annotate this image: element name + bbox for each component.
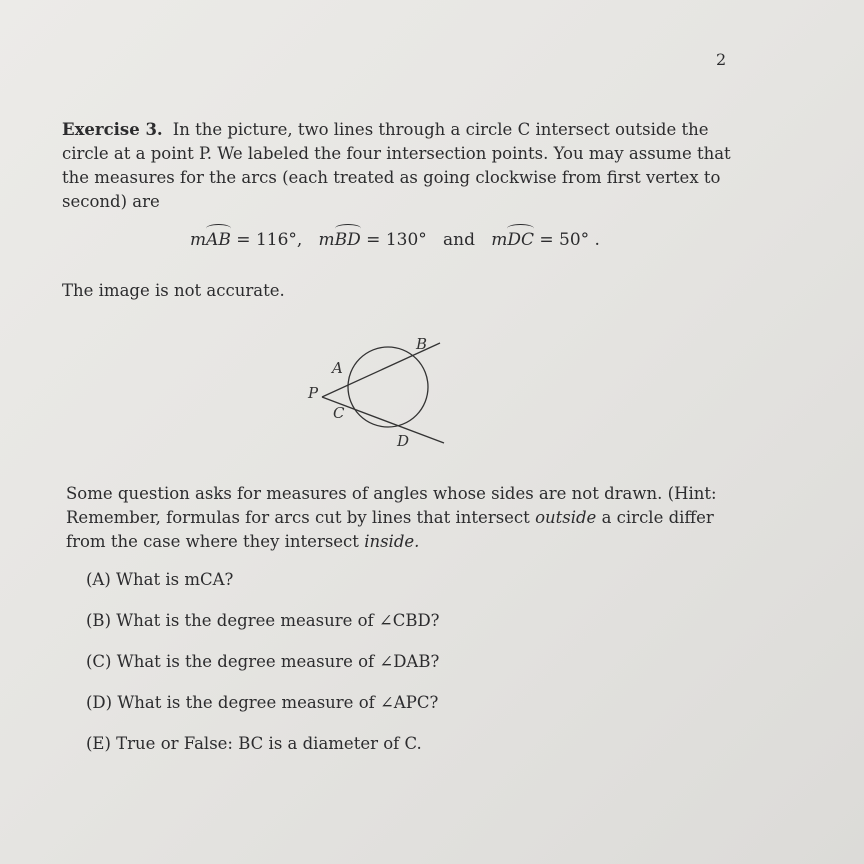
- circle-c: [348, 347, 428, 427]
- arc-ab-prefix: m: [190, 230, 207, 250]
- question-d: (D) What is the degree measure of ∠APC?: [86, 693, 439, 712]
- question-list: [86, 568, 440, 773]
- hint-text-part2: a circle differ from the case where they intersect: [66, 508, 714, 551]
- label-p: P: [308, 384, 319, 402]
- hint-paragraph: [66, 482, 746, 554]
- question-e: (E) True or False: BC is a diameter of C.: [86, 734, 422, 753]
- label-c: C: [333, 404, 345, 422]
- hint-inside: inside.: [364, 532, 420, 551]
- page-number: 2: [716, 50, 727, 69]
- arc-dc-value: = 50° .: [533, 230, 600, 250]
- hint-outside: outside: [535, 508, 597, 527]
- note-text: The image is not accurate.: [62, 281, 285, 300]
- arc-bd-name: BD: [334, 230, 361, 250]
- label-a: A: [332, 359, 343, 377]
- circle-secant-figure: [300, 325, 460, 455]
- arc-measures-formula: [190, 230, 600, 250]
- label-d: D: [397, 432, 410, 450]
- arc-ab-name: AB: [206, 230, 231, 250]
- question-a: (A) What is mCA?: [86, 570, 234, 589]
- label-b: B: [416, 335, 428, 353]
- exercise-label: Exercise 3.: [62, 120, 163, 139]
- arc-bd-prefix: m: [318, 230, 335, 250]
- exercise-text: In the picture, two lines through a circle C intersect outside the circle at a point P. We labeled the four intersection points. You may assume that the measures for the arcs (each treated as going clockwise from first vertex to second) are: [62, 120, 731, 211]
- exercise-paragraph: [62, 118, 742, 214]
- arc-dc-prefix: m: [491, 230, 508, 250]
- hint-text-part1: Some question asks for measures of angles whose sides are not drawn. (Hint: Remember, formulas for arcs cut by lines that intersect: [66, 484, 717, 527]
- question-b: (B) What is the degree measure of ∠CBD?: [86, 611, 440, 630]
- formula-connector: and: [443, 230, 475, 250]
- arc-bd-value: = 130°: [360, 230, 427, 250]
- arc-ab-value: = 116°,: [230, 230, 303, 250]
- question-c: (C) What is the degree measure of ∠DAB?: [86, 652, 440, 671]
- arc-dc-name: DC: [507, 230, 534, 250]
